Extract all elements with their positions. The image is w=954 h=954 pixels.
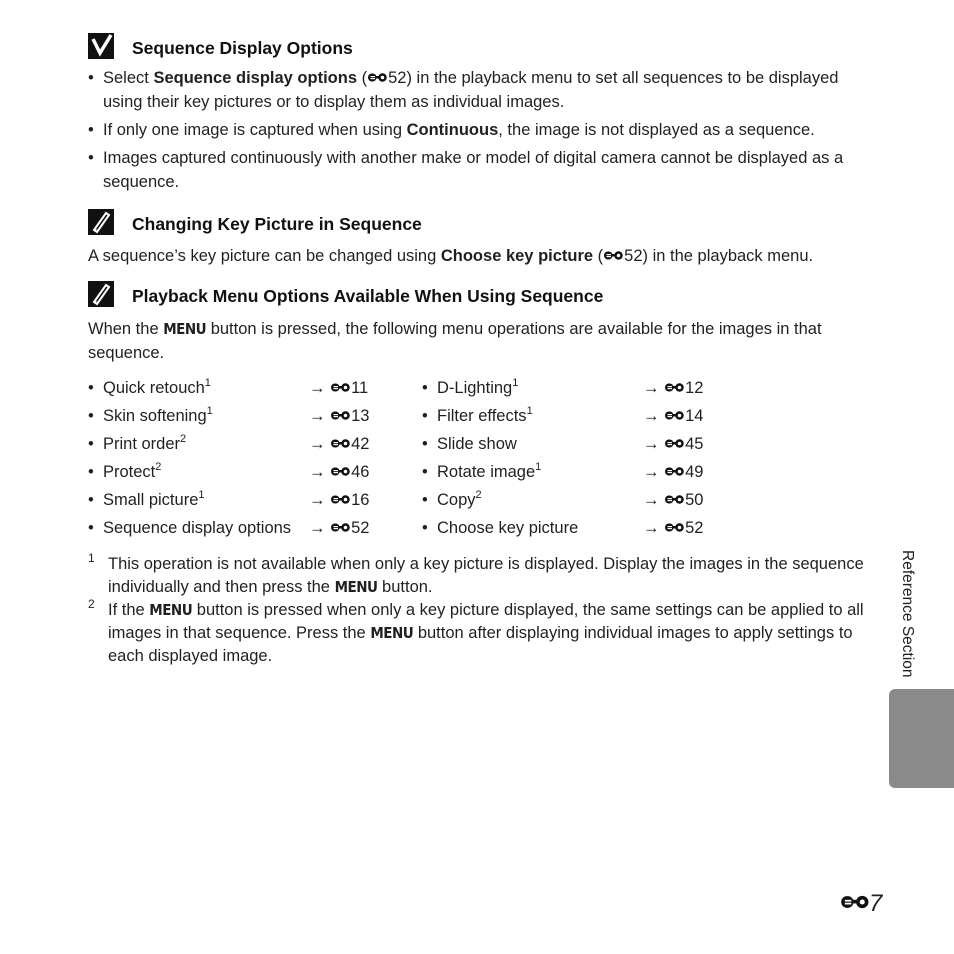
e-reference-icon: [331, 466, 350, 477]
side-tab: [889, 689, 954, 788]
list-item: • Images captured continuously with another make or model of digital camera cannot be displayed as a sequence.: [88, 146, 878, 194]
section-sequence-display: [88, 38, 878, 198]
side-tab-label: Reference Section: [899, 550, 916, 678]
section-playback-menu: [88, 286, 878, 365]
e-reference-icon: [665, 382, 684, 393]
e-reference-icon: [665, 410, 684, 421]
e-reference-icon: [331, 410, 350, 421]
checkmark-icon: [88, 33, 114, 59]
menu-button-label: MENU: [370, 624, 414, 642]
e-reference-icon: [665, 466, 684, 477]
e-reference-icon: [665, 438, 684, 449]
table-row: • Print order$^2$ → 42 • Slide show → 45: [88, 433, 704, 453]
table-row: • Skin softening$^1$ → 13 • Filter effects$^1$ → 14: [88, 405, 704, 425]
e-reference-icon: [331, 494, 350, 505]
e-reference-icon: [604, 250, 623, 261]
table-row: • Sequence display options → 52 • Choose key picture → 52: [88, 519, 704, 537]
page-number: 7: [841, 890, 882, 918]
section-title: Changing Key Picture in Sequence: [132, 214, 422, 234]
menu-button-label: MENU: [334, 578, 378, 596]
menu-button-label: MENU: [149, 601, 193, 619]
paragraph: A sequence’s key picture can be changed using Choose key picture ( 52) in the playback menu.: [88, 247, 814, 265]
list-item: • Select Sequence display options ( 52) in the playback menu to set all sequences to be displayed using their key pictures or to display them as individual images.: [88, 66, 878, 114]
paragraph: When the MENU button is pressed, the following menu operations are available for the images in that sequence.: [88, 320, 822, 362]
e-reference-icon: [665, 522, 684, 533]
table-row: • Protect$^2$ → 46 • Rotate image$^1$ → 49: [88, 461, 704, 481]
table-row: • Quick retouch$^1$ → 11 • D-Lighting$^1$ → 12: [88, 377, 704, 397]
e-reference-icon: [331, 438, 350, 449]
e-reference-icon: [665, 494, 684, 505]
pencil-note-icon: [88, 209, 114, 235]
footnote: 2 If the MENU button is pressed when only a key picture displayed, the same settings can be applied to all images in that sequence. Press the MENU button after displaying individual images to apply settings to each displayed image.: [88, 597, 864, 665]
footnote: 1 This operation is not available when only a key picture is displayed. Display the images in the sequence individually and then press the MENU button.: [88, 551, 864, 596]
options-table: [88, 374, 788, 542]
table-row: • Small picture$^1$ → 16 • Copy$^2$ → 50: [88, 489, 704, 509]
section-changing-key-picture: [88, 214, 878, 268]
footnotes: [88, 553, 878, 668]
list-item: • If only one image is captured when using Continuous, the image is not displayed as a sequence.: [88, 118, 878, 142]
e-reference-icon: [331, 522, 350, 533]
e-reference-icon: [368, 72, 387, 83]
section-title: Sequence Display Options: [132, 38, 353, 58]
e-reference-icon: [841, 894, 869, 910]
section-title: Playback Menu Options Available When Using Sequence: [132, 286, 604, 306]
menu-button-label: MENU: [163, 320, 207, 338]
pencil-note-icon: [88, 281, 114, 307]
e-reference-icon: [331, 382, 350, 393]
